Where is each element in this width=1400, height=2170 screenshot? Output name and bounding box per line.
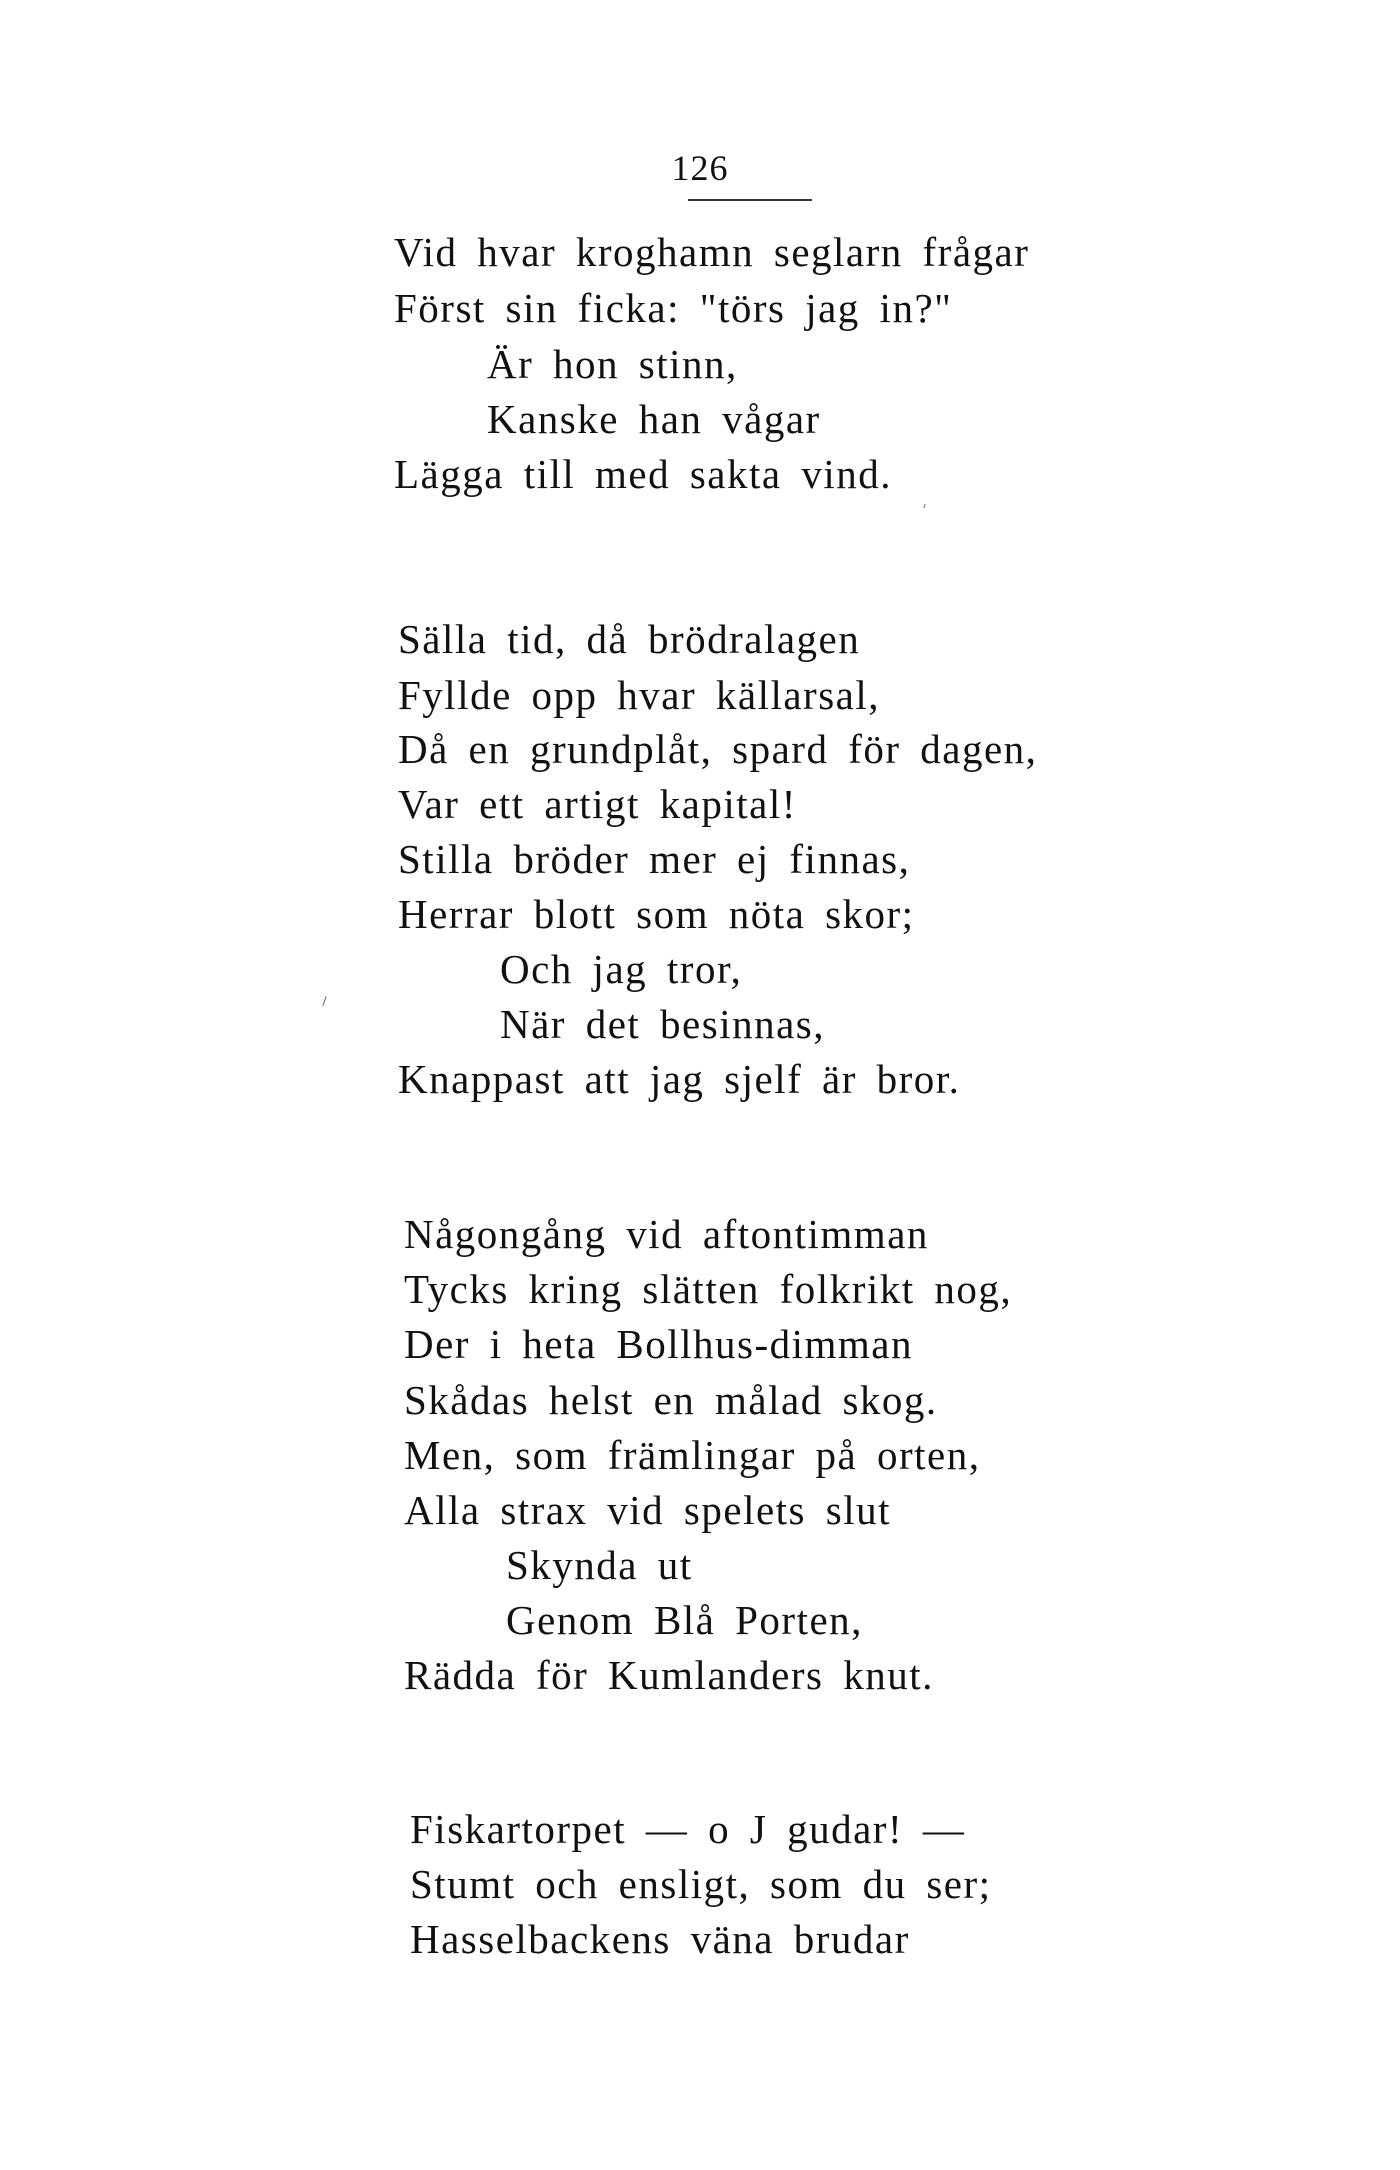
stray-mark: [322, 996, 326, 1006]
verse-line: Skynda ut: [506, 1542, 693, 1588]
verse-line: Tycks kring slätten folkrikt nog,: [404, 1266, 1013, 1312]
verse-line: Stumt och ensligt, som du ser;: [410, 1861, 992, 1907]
verse-line: Var ett artigt kapital!: [398, 781, 797, 827]
verse-line: Kanske han vågar: [487, 396, 821, 442]
verse-line: Fyllde opp hvar källarsal,: [398, 672, 881, 718]
verse-line: Någongång vid aftontimman: [404, 1211, 929, 1257]
verse-line: Rädda för Kumlanders knut.: [404, 1652, 934, 1698]
verse-line: Der i heta Bollhus-dimman: [404, 1321, 913, 1367]
verse-line: Och jag tror,: [500, 946, 743, 992]
verse-line: Skådas helst en målad skog.: [404, 1377, 938, 1423]
verse-line: Knappast att jag sjelf är bror.: [398, 1056, 961, 1102]
verse-line: Är hon stinn,: [487, 341, 738, 387]
verse-line: Vid hvar kroghamn seglarn frågar: [394, 229, 1030, 275]
verse-line: Lägga till med sakta vind.: [394, 451, 892, 497]
verse-line: När det besinnas,: [500, 1001, 825, 1047]
verse-line: Genom Blå Porten,: [506, 1597, 863, 1643]
verse-line: Först sin ficka: "törs jag in?": [394, 285, 953, 331]
verse-line: Men, som främlingar på orten,: [404, 1432, 981, 1478]
verse-line: Herrar blott som nöta skor;: [398, 891, 915, 937]
verse-line: Då en grundplåt, spard för dagen,: [398, 726, 1038, 772]
verse-line: Hasselbackens väna brudar: [410, 1916, 910, 1962]
verse-line: Stilla bröder mer ej finnas,: [398, 836, 911, 882]
verse-line: Fiskartorpet — o J gudar! —: [410, 1806, 966, 1852]
page-number-rule: [688, 199, 812, 201]
page-number: 126: [671, 148, 729, 188]
verse-line: Sälla tid, då brödralagen: [398, 616, 861, 662]
verse-line: Alla strax vid spelets slut: [404, 1487, 892, 1533]
stray-mark: [923, 504, 925, 508]
